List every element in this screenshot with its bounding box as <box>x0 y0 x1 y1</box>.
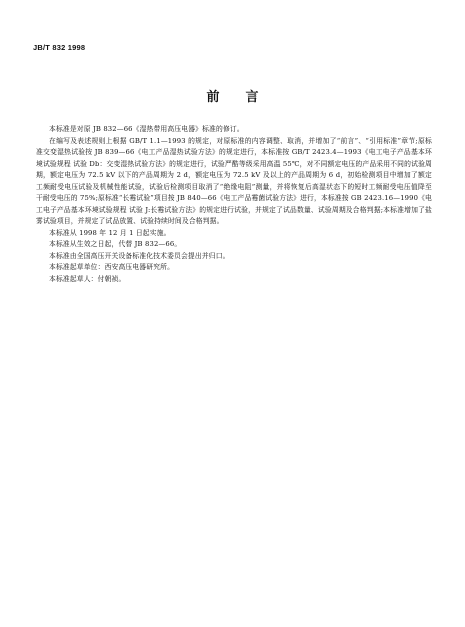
foreword-body <box>36 124 432 285</box>
title-char-1: 前 <box>206 90 220 105</box>
paragraph-proposer: 本标准由全国高压开关设备标准化技术委员会提出并归口。 <box>49 251 230 260</box>
paragraph-revision-note: 本标准是对原 JB 832—66《湿热带用高压电器》标准的修订。 <box>49 125 244 133</box>
title-char-2: 言 <box>245 90 259 105</box>
paragraph-effective-date: 本标准从 1998 年 12 月 1 日起实施。 <box>49 228 171 237</box>
standard-code-header: JB/T 832 1998 <box>33 43 86 52</box>
page-title <box>0 86 465 105</box>
paragraph-drafter: 本标准起草人：付朝祯。 <box>49 274 126 283</box>
paragraph-drafting-unit: 本标准起草单位：西安高压电器研究所。 <box>49 263 175 271</box>
paragraph-changes: 在编写及表述规则上根据 GB/T 1.1—1993 的规定，对原标准的内容调整、取消，并增加了“前言”、“引用标准”章节;原标准交变湿热试验按 JB 839—66《电工产品湿热试验方法》的规定进行，本标准按 GB/T 2423.4—1993《电工电子产品基本环境试验规程 试验 Db：交变湿热试验方法》的规定进行，试验严酷等级采用高温 55℃，对不同额定电压的产品采用不同的试验周期，额定电压为 72.5 kV 以下的产品周期为 2 d，额定电压为 72.5 kV 及以上的产品周期为 6 d，初始检测项目中增加了额定工频耐受电压试验及机械性能试验，试验后检测项目取消了“绝缘电阻”测量，并将恢复后高湿状态下的短时工频耐受电压值降至干耐受电压的 75%;原标准“长霉试验”项目按 JB 840—66《电工产品霉菌试验方法》进行，本标准按 GB 2423.16—1990《电工电子产品基本环境试验规程 试验 J:长霉试验方法》的规定进行试验，并规定了试品数量、试验周期及合格判据;本标准增加了盐雾试验项目，并规定了试品放置、试验持续时间及合格判据。 <box>36 136 432 225</box>
paragraph-replaces: 本标准从生效之日起，代替 JB 832—66。 <box>49 240 182 248</box>
